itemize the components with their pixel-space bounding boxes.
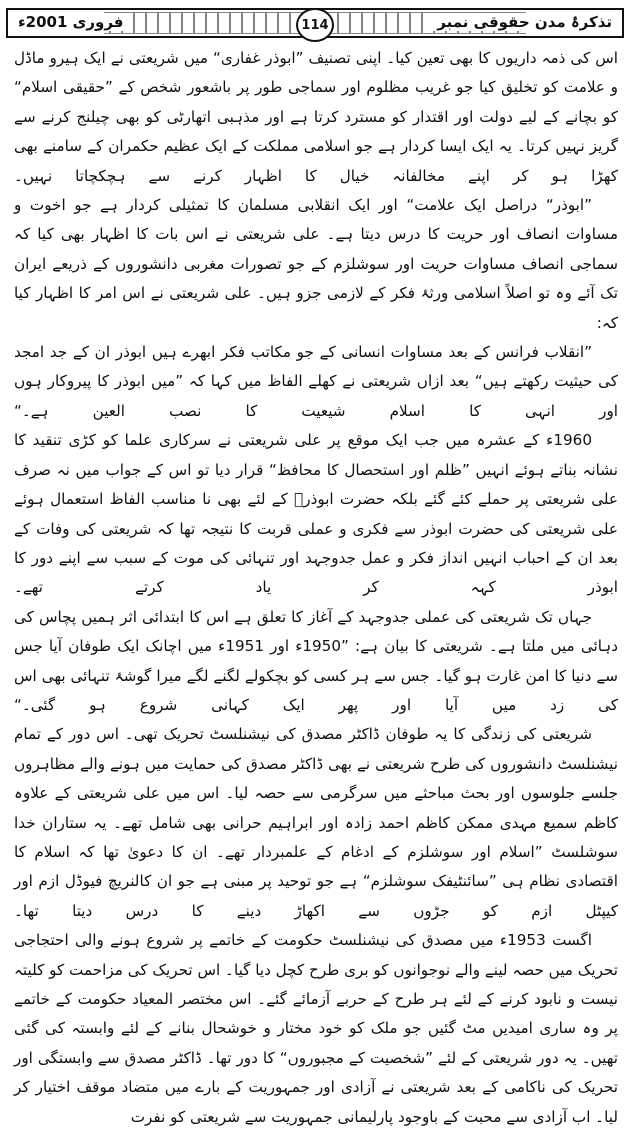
magazine-title: تذکرۂ مدن حقوقی نمبر <box>433 13 616 31</box>
paragraph: شریعتی کی زندگی کا یہ طوفان ڈاکٹر مصدق کی نیشنلسٹ تحریک تھی۔ اس دور کے تمام نیشنلسٹ دانشوروں کی طرح شریعتی نے بھی ڈاکٹر مصدق کی حمایت میں ہونے والے مظاہروں جلسے جلوسوں اور بحث مباحثے میں سرگرمی سے حصہ لیا۔ اس میں علی شریعتی کے علاوہ کاظم سمیع مہدی ممکن کاظم احمد زادہ اور ابراہیم حرانی بھی شامل تھے۔ یہ ستاران خدا سوشلسٹ ”اسلام اور سوشلزم کے ادغام کے علمبردار تھے۔ ان کا دعویٰ تھا کہ اسلام کا اقتصادی نظام ہی ”سائنٹیفک سوشلزم“ ہے جو توحید پر مبنی ہے جو ان کالنریچ فیوڈل ازم اور کیپٹل ازم کو جڑوں سے اکھاڑ دینے کا درس دیتا تھا۔ <box>14 725 618 920</box>
article-body <box>14 44 619 1126</box>
page-number-badge <box>296 8 334 42</box>
paragraph: اس کی ذمہ داریوں کا بھی تعین کیا۔ اپنی تصنیف ”ابوذر غفاری“ میں شریعتی نے ایک ہیرو ماڈل و علامت کو تخلیق کیا جو غریب مظلوم اور سماجی طور پر باشعور شخص کے ”حقیقی اسلام“ کو بچانے کے لیے دولت اور اقتدار کو مسترد کرتا ہے اور مذہبی اتھارٹی کو بھی چیلنج کرنے سے گریز نہیں کرتا۔ یہ ایک ایسا کردار ہے جو اسلامی مملکت کے ایک عظیم حکمران کے سامنے بھی کھڑا ہو کر اپنے مخالفانہ خیال کا اظہار کرنے سے ہچکچاتا نہیں۔ <box>14 49 618 185</box>
paragraph: جہاں تک شریعتی کی عملی جدوجہد کے آغاز کا تعلق ہے اس کا ابتدائی اثر ہمیں پچاس کی دہائی میں ملتا ہے۔ شریعتی کا بیان ہے: ”1950ء اور 1951ء میں اچانک ایک طوفان آیا جس سے دنیا کا امن غارت ہو گیا۔ جس سے ہر کسی کو بچکولے لگنے لگے میرا گوشۂ تنہائی بھی اس کی زد میں آیا اور پھر ایک کہانی شروع ہو گئی۔“ <box>14 607 619 714</box>
paragraph: ”ابوذر“ دراصل ایک علامت“ اور ایک انقلابی مسلمان کا تمثیلی کردار ہے جو اخوت و مساوات انصاف اور حریت کا درس دیتا ہے۔ علی شریعتی نے اس بات کا اظہار بھی کیا کہ سماجی انصاف مساوات حریت اور سوشلزم کے جو تصورات مغربی دانشوروں کے ذریعے ایران تک آئے وہ تو اصلاً اسلامی ورثۂ فکر کے لازمی جزو ہیں۔ علی شریعتی نے اس امر کا اظہار کیا کہ: <box>14 196 618 332</box>
paragraph: 1960ء کے عشرہ میں جب ایک موقع پر علی شریعتی نے سرکاری علما کو کڑی تنقید کا نشانہ بناتے ہوئے انہیں ”ظلم اور استحصال کا محافظ“ قرار دیا تو اس کے جواب میں نہ صرف علی شریعتی پر حملے کئے گئے بلکہ حضرت ابوذرؓ کے لئے بھی نا مناسب الفاظ استعمال ہوئے علی شریعتی کی حضرت ابوذر سے فکری و عملی قربت کا نتیجہ تھا کہ شریعتی کی وفات کے بعد ان کے احباب انہیں انداز فکر و عمل جدوجہد اور تنہائی کی موت کے سبب سے اپنے دور کا ابوذر کہہ کر یاد کرتے تھے۔ <box>14 431 618 597</box>
issue-date: فروری 2001ء <box>14 13 128 31</box>
paragraph: اگست 1953ء میں مصدق کی نیشنلسٹ حکومت کے خاتمے پر شروع ہونے والی احتجاجی تحریک میں حصہ لینے والے نوجوانوں کو بری طرح کچل دیا گیا۔ اس تحریک کی مزاحمت کو کلیتہ نیست و نابود کرنے کے لئے ہر طرح کے حربے آزمائے گئے۔ اس مختصر المعیاد حکومت کے خاتمے پر وہ ساری امیدیں مٹ گئیں جو ملک کو خود مختار و خوشحال بنانے کے لئے وابستہ کی گئی تھیں۔ یہ دور شریعتی کے لئے ”شخصیت کے مجبوروں“ کا دور تھا۔ ڈاکٹر مصدق سے وابستگی اور تحریک کی ناکامی کے بعد شریعتی نے آزادی اور جمہوریت کے بارے میں متضاد موقف اختیار کر لیا۔ اب آزادی سے محبت کے باوجود پارلیمانی جمہوریت سے شریعتی کو نفرت <box>14 931 618 1126</box>
page-header <box>6 8 624 38</box>
paragraph: ”انقلاب فرانس کے بعد مساوات انسانی کے جو مکاتب فکر ابھرے ہیں ابوذر ان کے جد امجد کی حیثیت رکھتے ہیں“ بعد ازاں شریعتی نے کھلے الفاظ میں کہا کہ ”میں ابوذر کا پیروکار ہوں اور انہی کا اسلام شیعیت کا نصب العین ہے۔“ <box>14 343 618 420</box>
page-number: 114 <box>301 17 329 33</box>
